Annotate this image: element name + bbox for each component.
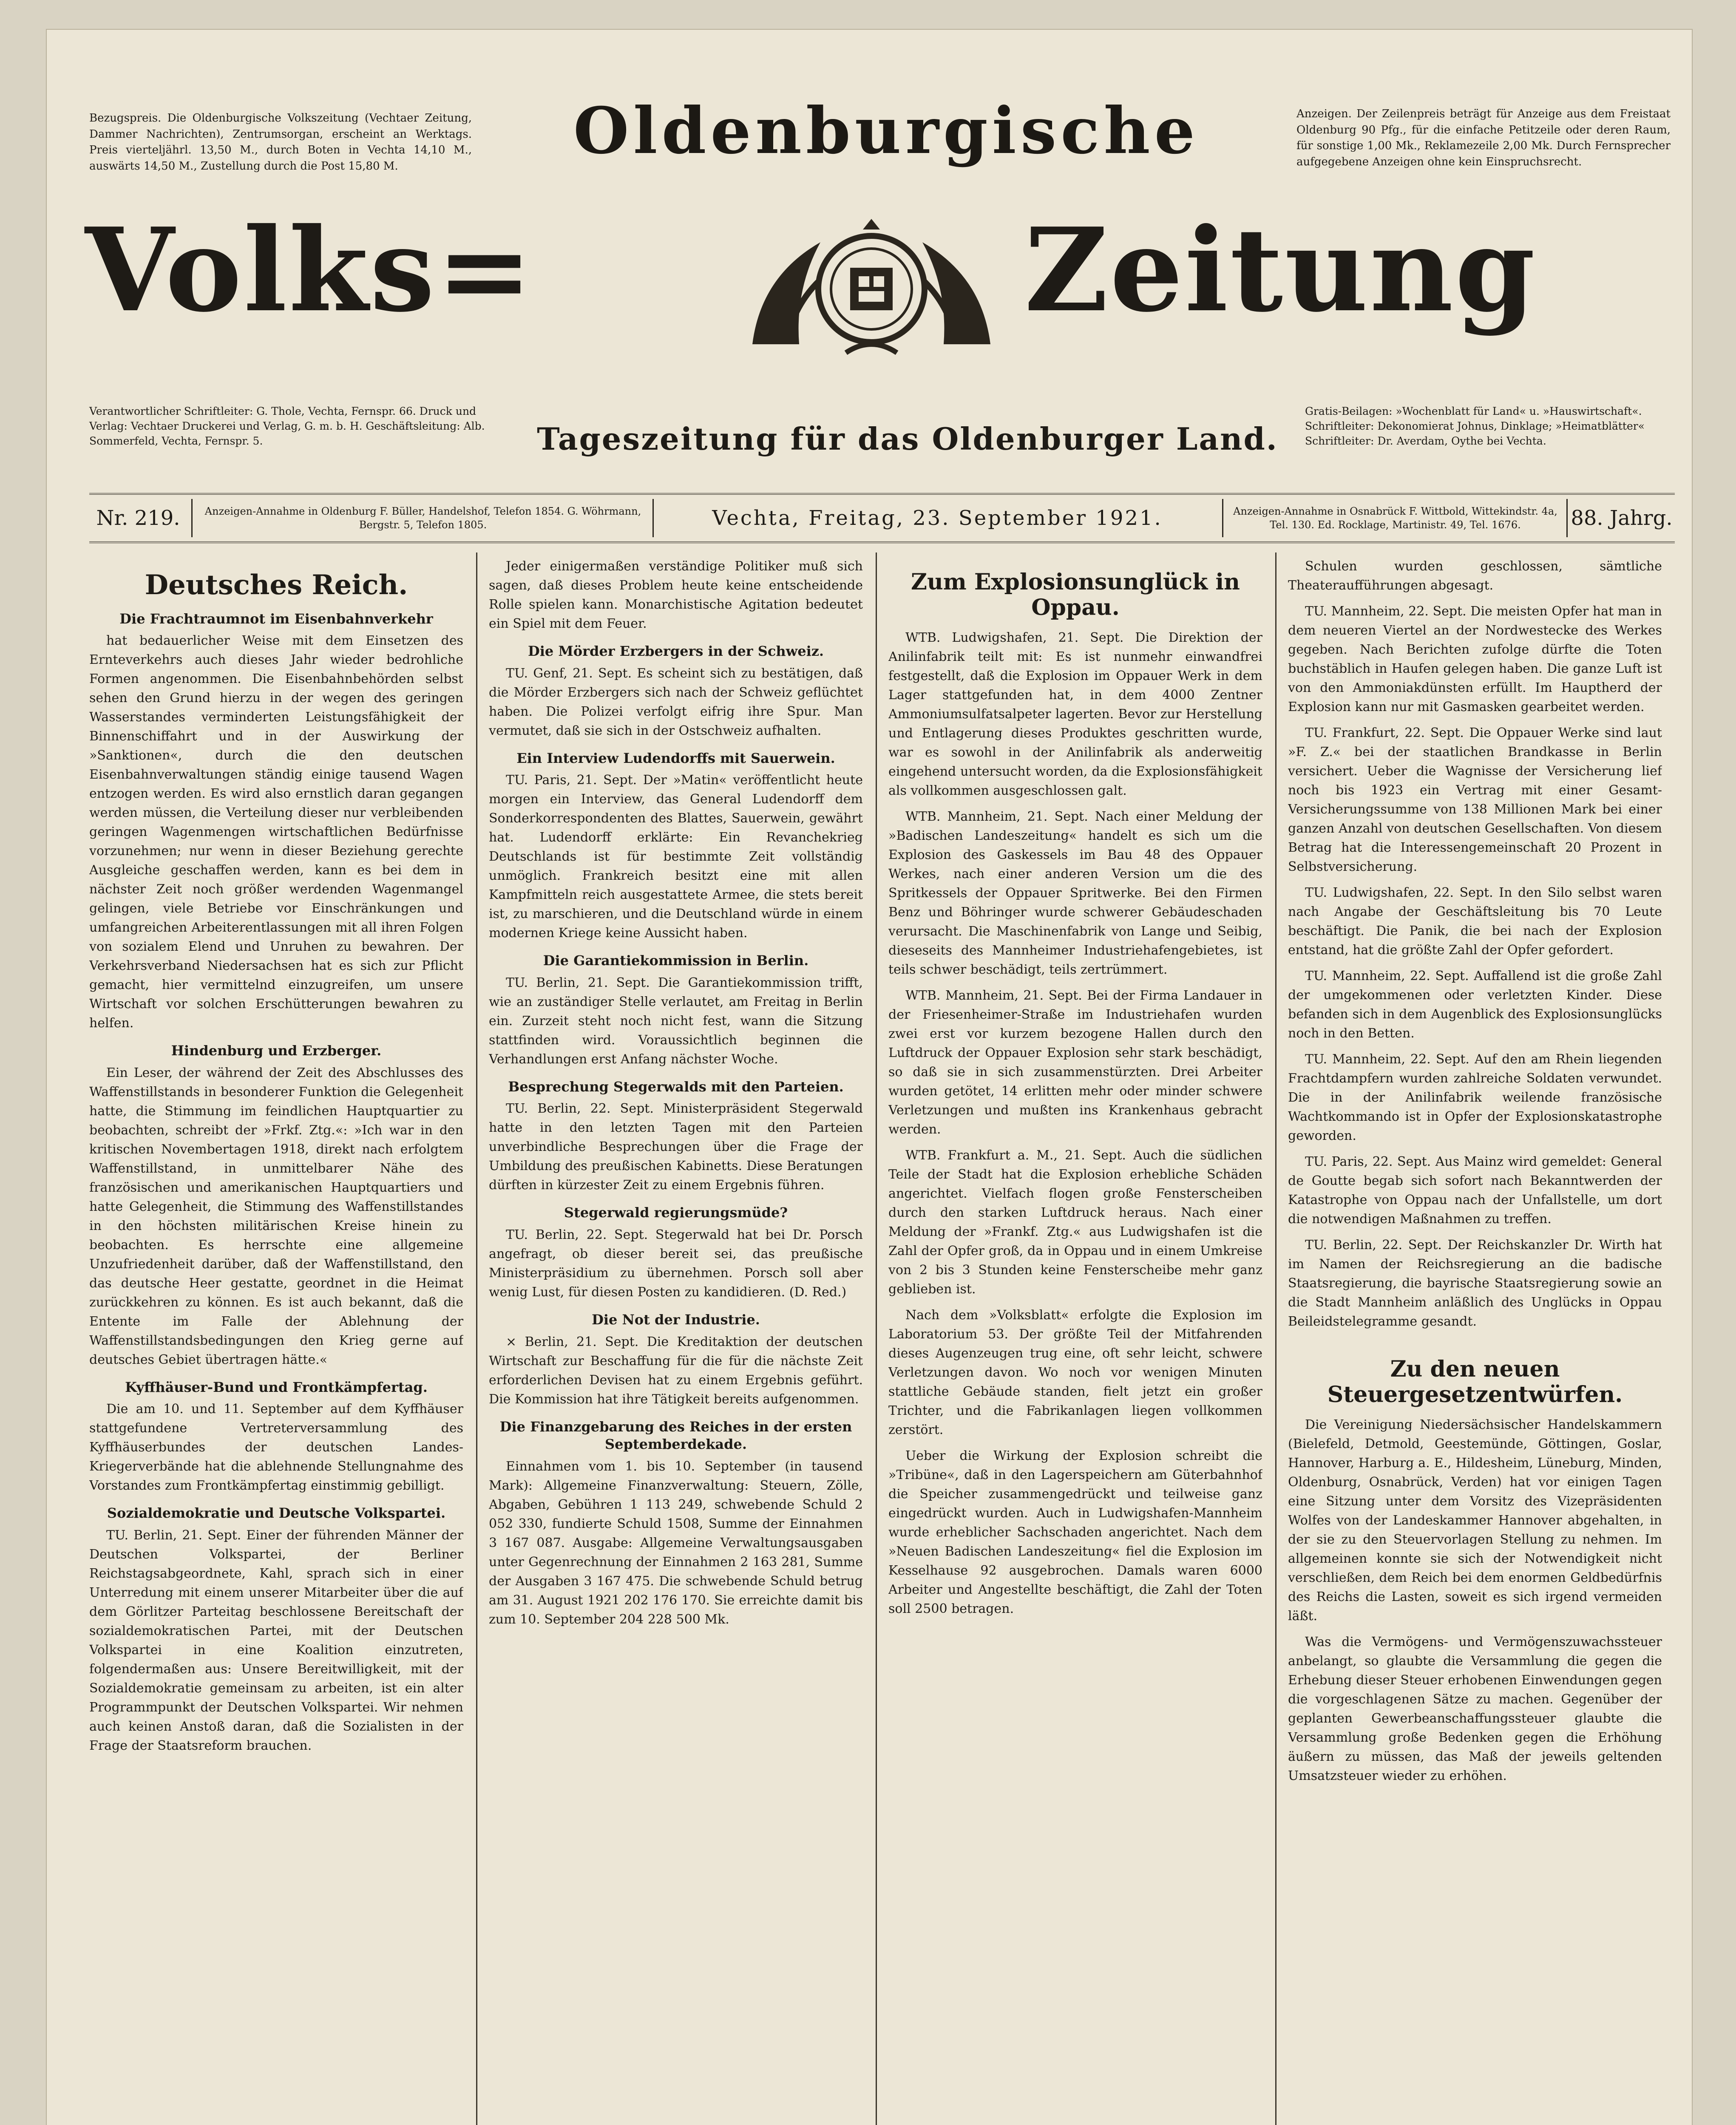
article-text: TU. Mannheim, 22. Sept. Auffallend ist die große Zahl der umgekommenen oder verletzten Kinder. Diese befanden sich in dem Augenblick des Explosionsunglücks noch in den Betten. xyxy=(1288,969,1662,1041)
article-text: TU. Berlin, 21. Sept. Die Garantiekommission trifft, wie an zuständiger Stelle verlautet, am Freitag in Berlin ein. Zurzeit steht noch nicht fest, wann die Sitzung stattfinden wird. Voraussichtlich beginnen die Verhandlungen erst Anfang nächster Woche. xyxy=(489,975,863,1067)
credits-right: Gratis-Beilagen: »Wochenblatt für Land« u. »Hauswirtschaft«. Schriftleiter: Dekonomierat Johnus, Dinklage; »Heimatblätter« Schriftleiter: Dr. Averdam, Oythe bei Vechta. xyxy=(1305,405,1645,447)
article-text: Die Vereinigung Niedersächsischer Handelskammern (Bielefeld, Detmold, Geestemünde, Göttingen, Goslar, Hannover, Harburg a. E., Hildesheim, Lüneburg, Minden, Oldenburg, Osnabrück, Verden) hat vor einigen Tagen eine Sitzung unter dem Vorsitz des Vizepräsidenten Wolfes von der Landeskammer Hannover abgehalten, in der sie zu den Steuervorlagen Stellung zu nehmen. Im allgemeinen konnte sie sich der Notwendigkeit nicht verschließen, dem Reich bei dem enormen Geldbedürfnis des Reichs die Lasten, soweit es sich irgend vermeiden läßt. xyxy=(1288,1417,1662,1624)
newspaper-page xyxy=(47,30,1692,2125)
issue-number: Nr. 219. xyxy=(96,506,180,530)
article-text: Die am 10. und 11. September auf dem Kyffhäuser stattgefundene Vertreterversammlung des Kyffhäuserbundes der deutschen Landes-Kriegerverbände hat die ablehnende Stellungnahme des Vorstandes zum Frontkämpfertag einstimmig gebilligt. xyxy=(89,1402,463,1493)
jahrgang: 88. Jahrg. xyxy=(1571,506,1673,530)
anzeigen-box: Anzeigen. Der Zeilenpreis beträgt für Anzeige aus dem Freistaat Oldenburg 90 Pfg., für die einfache Petitzeile oder deren Raum, für sonstige 1,00 Mk., Reklamezeile 2,00 Mk. Durch Fernsprecher aufgegebene Anzeigen ohne kein Einspruchsrecht. xyxy=(1296,108,1671,169)
article-text: WTB. Frankfurt a. M., 21. Sept. Auch die südlichen Teile der Stadt hat die Explosion erhebliche Schäden angerichtet. Vielfach flogen große Fensterscheiben durch den starken Luftdruck heraus. Nach einer Meldung der »Frankf. Ztg.« aus Ludwigshafen ist die Zahl der Opfer groß, da in Oppau und in einem Umkreise von 2 bis 3 Stunden keine Fensterscheibe mehr ganz geblieben ist. xyxy=(888,1148,1262,1297)
masthead-subtitle: Tageszeitung für das Oldenburger Land. xyxy=(537,421,1278,457)
dateline-divider xyxy=(652,499,654,537)
coat-of-arms-emblem-icon xyxy=(735,217,1007,361)
dateline-bar xyxy=(89,493,1675,543)
article-text: TU. Mannheim, 22. Sept. Auf den am Rhein liegenden Frachtdampfern wurden zahlreiche Soldaten verwundet. Die in der Anilinfabrik weilende französische Wachtkommando ist in Opfer der Explosionskatastrophe geworden. xyxy=(1288,1052,1662,1143)
article-title: Kyffhäuser-Bund und Frontkämpfertag. xyxy=(125,1379,428,1395)
masthead-title-left: Volks= xyxy=(85,202,534,337)
masthead xyxy=(47,30,1692,468)
article-title: Die Not der Industrie. xyxy=(592,1311,760,1328)
column-2 xyxy=(489,557,863,2125)
article-text: TU. Berlin, 21. Sept. Einer der führenden Männer der Deutschen Volkspartei, der Berliner Reichstagsabgeordnete, Kahl, sprach sich in einer Unterredung mit einem unserer Mitarbeiter über die auf dem Görlitzer Parteitag beschlossene Bereitschaft der sozialdemokratischen Partei, mit der Deutschen Volkspartei in eine Koalition einzutreten, folgendermaßen aus: Unsere Bereitwilligkeit, mit der Sozialdemokratie gemeinsam zu arbeiten, ist ein alter Programmpunkt der Deutschen Volkspartei. Wir nehmen auch keinen Anstoß daran, daß die Sozialisten in der Frage der Staatsreform brauchen. xyxy=(89,1527,463,1753)
annahme-oldenburg: Anzeigen-Annahme in Oldenburg F. Büller, Handelshof, Telefon 1854. G. Wöhrmann, Bergstr. 5, Telefon 1805. xyxy=(204,505,641,531)
masthead-title-right: Zeitung xyxy=(1024,202,1537,337)
article-text: Ueber die Wirkung der Explosion schreibt die »Tribüne«, daß in den Lagerspeichern am Güterbahnhof die Speicher zusammengedrückt und teilweise ganz eingedrückt wurden. Auch in Ludwigshafen-Mannheim wurde erheblicher Sachschaden angerichtet. Nach dem »Neuen Badischen Landeszeitung« fiel die Explosion im Kesselhause 92 ausgebrochen. Damals waren 6000 Arbeiter und Angestellte beschäftigt, die Zahl der Toten soll 2500 betragen. xyxy=(888,1448,1262,1616)
article-text: TU. Paris, 21. Sept. Der »Matin« veröffentlicht heute morgen ein Interview, das General Ludendorff dem Sonderkorrespondenten des Blattes, Sauerwein, gewährt hat. Ludendorff erklärte: Ein Revanchekrieg Deutschlands ist für bestimmte Zeit vollständig unmöglich. Frankreich besitzt eine mit allen Kampfmitteln reich ausgestattete Armee, die stets bereit ist, zu marschieren, und die Deutschland würde in einem modernen Kriege keine Aussicht haben. xyxy=(489,773,863,941)
article-text: Schulen wurden geschlossen, sämtliche Theateraufführungen abgesagt. xyxy=(1288,559,1662,593)
article-text: WTB. Mannheim, 21. Sept. Bei der Firma Landauer in der Friesenheimer-Straße im Industriehafen wurden zwei erst vor kurzem bezogene Hallen durch den Luftdruck der Oppauer Explosion sehr stark beschädigt, so daß sie in sich zusammenstürzten. Drei Arbeiter wurden getötet, 14 erlitten mehr oder minder schwere Verletzungen und mußten ins Krankenhaus gebracht werden. xyxy=(888,988,1262,1137)
article-title: Die Finanzgebarung des Reiches in der ersten Septemberdekade. xyxy=(499,1418,852,1453)
article-text: TU. Berlin, 22. Sept. Stegerwald hat bei Dr. Porsch angefragt, ob dieser bereit sei, das preußische Ministerpräsidium zu übernehmen. Porsch soll aber wenig Lust, für diesen Posten zu kandidieren. (D. Red.) xyxy=(489,1227,863,1300)
column-4 xyxy=(1288,557,1662,2125)
column-1 xyxy=(89,557,463,2125)
article-title: Die Frachtraumnot im Eisenbahnverkehr xyxy=(119,610,433,627)
article-text: TU. Berlin, 22. Sept. Der Reichskanzler Dr. Wirth hat im Namen der Reichsregierung an die badische Staatsregierung, die bayrische Staatsregierung sowie an die Stadt Mannheim anläßlich des Unglücks in Oppau Beileidstelegramme gesandt. xyxy=(1288,1238,1662,1329)
annahme-osnabrueck: Anzeigen-Annahme in Osnabrück F. Wittbold, Wittekindstr. 4a, Tel. 130. Ed. Rocklage, Martinistr. 49, Tel. 1676. xyxy=(1233,505,1557,531)
dateline-divider xyxy=(1222,499,1223,537)
article-text: TU. Genf, 21. Sept. Es scheint sich zu bestätigen, daß die Mörder Erzbergers sich nach der Schweiz geflüchtet haben. Die Polizei verfolgt eifrig ihre Spur. Man vermutet, daß sie sich in der Ostschweiz aufhalten. xyxy=(489,666,863,738)
article-title: Hindenburg und Erzberger. xyxy=(171,1043,382,1059)
article-text: Nach dem »Volksblatt« erfolgte die Explosion im Laboratorium 53. Der größte Teil der Mitfahrenden dieses Augenzeugen trug eine, oft sehr leicht, schwere Verletzungen davon. Wo noch vor wenigen Minuten stattliche Gebäude standen, fielt jetzt ein großer Trichter, und die Fabrikanlagen liegen vollkommen zerstört. xyxy=(888,1307,1262,1437)
column-rule xyxy=(876,552,877,2125)
article-text: Einnahmen vom 1. bis 10. September (in tausend Mark): Allgemeine Finanzverwaltung: Steuern, Zölle, Abgaben, Gebühren 1 113 249, schwebende Schuld 2 052 330, fundierte Schuld 1508, Summe der Einnahmen 3 167 087. Ausgabe: Allgemeine Verwaltungsausgaben unter Gegenrechnung der Einnahmen 2 163 281, Summe der Ausgaben 3 167 475. Die schwebende Schuld betrug am 31. August 1921 202 176 170. Sie erreichte damit bis zum 10. September 204 228 500 Mk. xyxy=(489,1459,863,1627)
bezugspreis-box: Bezugspreis. Die Oldenburgische Volkszeitung (Vechtaer Zeitung, Dammer Nachrichten), Zentrumsorgan, erscheint an Werktags. Preis vierteljährl. 13,50 M., durch Boten in Vechta 14,10 M., auswärts 14,50 M., Zustellung durch die Post 15,80 M. xyxy=(89,112,472,173)
article-text: TU. Mannheim, 22. Sept. Die meisten Opfer hat man in dem neueren Viertel an der Nordwestecke des Werkes gegeben. Nach Berichten zufolge dürfte die Toten buchstäblich in Haufen gelegen haben. Die ganze Luft ist von den Ammoniakdünsten erfüllt. Im Hauptherd der Explosion kann nur mit Gasmasken gearbeitet werden. xyxy=(1288,604,1662,714)
article-text: hat bedauerlicher Weise mit dem Einsetzen des Ernteverkehrs auch dieses Jahr wieder bedrohliche Formen angenommen. Die Eisenbahnbehörden selbst sehen den Grund hierzu in der wegen des geringen Wasserstandes verminderten Leistungsfähigkeit der Binnenschiffahrt und in der Auswirkung der »Sanktionen«, durch die den deutschen Eisenbahnverwaltungen ständig einige tausend Wagen entzogen werden. Es wird also ernstlich daran gegangen werden müssen, die Verteilung dieser nur verbleibenden geringen Wagenmengen wirtschaftlichen Bedürfnisse vorzunehmen; nur wenn in dieser Beziehung gerechte Ausgleiche geschaffen werden, kann es bei dem in nächster Zeit noch größer werdenden Wagenmangel gelingen, viele Betriebe vor Einschränkungen und umfangreichen Arbeiterentlassungen mit all ihren Folgen von sozialem Elend und Unruhen zu bewahren. Der Verkehrsverband Niedersachsen hat es sich zur Pflicht gemacht, hier vermittelnd einzugreifen, um unsere Wirtschaft vor solchen Erschütterungen bewahren zu helfen. xyxy=(89,633,463,1031)
section-heading: Zu den neuen Steuergesetzentwürfen. xyxy=(1327,1356,1623,1408)
column-rule xyxy=(1275,552,1276,2125)
article-text: Ein Leser, der während der Zeit des Abschlusses des Waffenstillstands in besonderer Funktion die Gelegenheit hatte, die Stimmung im feindlichen Hauptquartier zu beobachten, schreibt der »Frkf. Ztg.«: »Ich war in den kritischen Novembertagen 1918, direkt nach erfolgtem Waffenstillstand, in unmittelbarer Nähe des französischen und amerikanischen Hauptquartiers und hatte Gelegenheit, die Stimmung des Waffenstillstandes in den höchsten militärischen Kreise hinein zu beobachten. Es herrschte eine allgemeine Unzufriedenheit darüber, daß der Waffenstillstand, den das deutsche Heer gestatte, geordnet in die Heimat zurückkehren zu können. Es ist auch bekannt, daß die Entente im Falle der Ablehnung der Waffenstillstandsbedingungen den Krieg gerne auf deutsches Gebiet übertragen hätte.« xyxy=(89,1065,463,1367)
dateline-divider xyxy=(191,499,193,537)
issue-date: Vechta, Freitag, 23. September 1921. xyxy=(712,506,1163,530)
dateline-divider xyxy=(1566,499,1568,537)
article-text: × Berlin, 21. Sept. Die Kreditaktion der deutschen Wirtschaft zur Beschaffung für die für die nächste Zeit erforderlichen Devisen hat zu einem Ergebnis geführt. Die Kommission hat ihre Tätigkeit bereits aufgenommen. xyxy=(489,1334,863,1407)
article-text: Was die Vermögens- und Vermögenszuwachssteuer anbelangt, so glaubte die Versammlung die gegen die Erhebung dieser Steuer erhobenen Einwendungen gegen die vorgeschlagenen Sätze zu machen. Gegenüber der geplanten Gewerbeanschaffungssteuer glaubte die Versammlung große Bedenken gegen die Erhöhung äußern zu müssen, das Maß der jeweils geltenden Umsatzsteuer wieder zu erhöhen. xyxy=(1288,1634,1662,1783)
article-text: TU. Frankfurt, 22. Sept. Die Oppauer Werke sind laut »F. Z.« bei der staatlichen Brandkasse in Berlin versichert. Ueber die Wagnisse der Versicherung lief noch bis 1923 ein Vertrag mit einer Gesamt-Versicherungssumme von 138 Millionen Mark bei einer ganzen Anzahl von deutschen Gesellschaften. Von diesem Betrag hat die Interessengemeinschaft 20 Prozent in Selbstversicherung. xyxy=(1288,725,1662,874)
article-title: Ein Interview Ludendorffs mit Sauerwein. xyxy=(516,750,835,766)
article-title: Sozialdemokratie und Deutsche Volkspartei. xyxy=(107,1505,446,1522)
column-rule xyxy=(476,552,477,2125)
article-text: TU. Berlin, 22. Sept. Ministerpräsident Stegerwald hatte in den letzten Tagen mit den Parteien unverbindliche Besprechungen über die Frage der Umbildung des preußischen Kabinetts. Diese Beratungen dürften in kürzester Zeit zu einem Ergebnis führen. xyxy=(489,1101,863,1193)
column-3 xyxy=(888,557,1262,2125)
article-text: TU. Ludwigshafen, 22. Sept. In den Silo selbst waren nach Angabe der Geschäftsleitung bis 70 Leute beschäftigt. Die Panik, die bei nach der Explosion entstand, hat die größte Zahl der Opfer gefordert. xyxy=(1288,885,1662,958)
masthead-title-line1: Oldenburgische xyxy=(573,94,1200,168)
section-heading: Zum Explosionsunglück in Oppau. xyxy=(911,569,1240,620)
credits-left: Verantwortlicher Schriftleiter: G. Thole, Vechta, Fernspr. 66. Druck und Verlag: Vechtaer Druckerei und Verlag, G. m. b. H. Geschäftsleitung: Alb. Sommerfeld, Vechta, Fernspr. 5. xyxy=(89,405,485,447)
article-title: Die Garantiekommission in Berlin. xyxy=(543,952,809,969)
article-text: Jeder einigermaßen verständige Politiker muß sich sagen, daß dieses Problem heute keine entscheidende Rolle spielen kann. Monarchistische Agitation bedeutet ein Spiel mit dem Feuer. xyxy=(489,559,863,631)
article-title: Stegerwald regierungsmüde? xyxy=(564,1204,788,1221)
article-title: Besprechung Stegerwalds mit den Parteien. xyxy=(508,1078,844,1095)
article-text: WTB. Ludwigshafen, 21. Sept. Die Direktion der Anilinfabrik teilt mit: Es ist nunmehr einwandfrei festgestellt, daß die Explosion im Oppauer Werk in dem Lager stattgefunden hat, in dem 4000 Zentner Ammoniumsulfatsalpeter lagerten. Bevor zur Herstellung und Entlagerung dieses Produktes geschritten wurde, war es sowohl in der Anilinfabrik als anderweitig eingehend untersucht worden, da die Explosionsfähigkeit als vollkommen ausgeschlossen galt. xyxy=(888,630,1262,798)
article-text: WTB. Mannheim, 21. Sept. Nach einer Meldung der »Badischen Landeszeitung« handelt es sich um die Explosion des Gaskessels im Bau 48 des Oppauer Werkes, nach einer anderen Version um die des Spritkessels der Oppauer Spritwerke. Bei den Firmen Benz und Böhringer wurde schwerer Gebäudeschaden verursacht. Die Maschinenfabrik von Lange und Seibig, dieseseits des Mannheimer Industriehafengebietes, ist teils schwer beschädigt, teils zertrümmert. xyxy=(888,809,1262,977)
article-text: TU. Paris, 22. Sept. Aus Mainz wird gemeldet: General de Goutte begab sich sofort nach Bekanntwerden der Katastrophe von Oppau nach der Unfallstelle, um dort die notwendigen Maßnahmen zu treffen. xyxy=(1288,1154,1662,1227)
article-title: Die Mörder Erzbergers in der Schweiz. xyxy=(528,643,824,659)
section-heading: Deutsches Reich. xyxy=(145,569,408,601)
